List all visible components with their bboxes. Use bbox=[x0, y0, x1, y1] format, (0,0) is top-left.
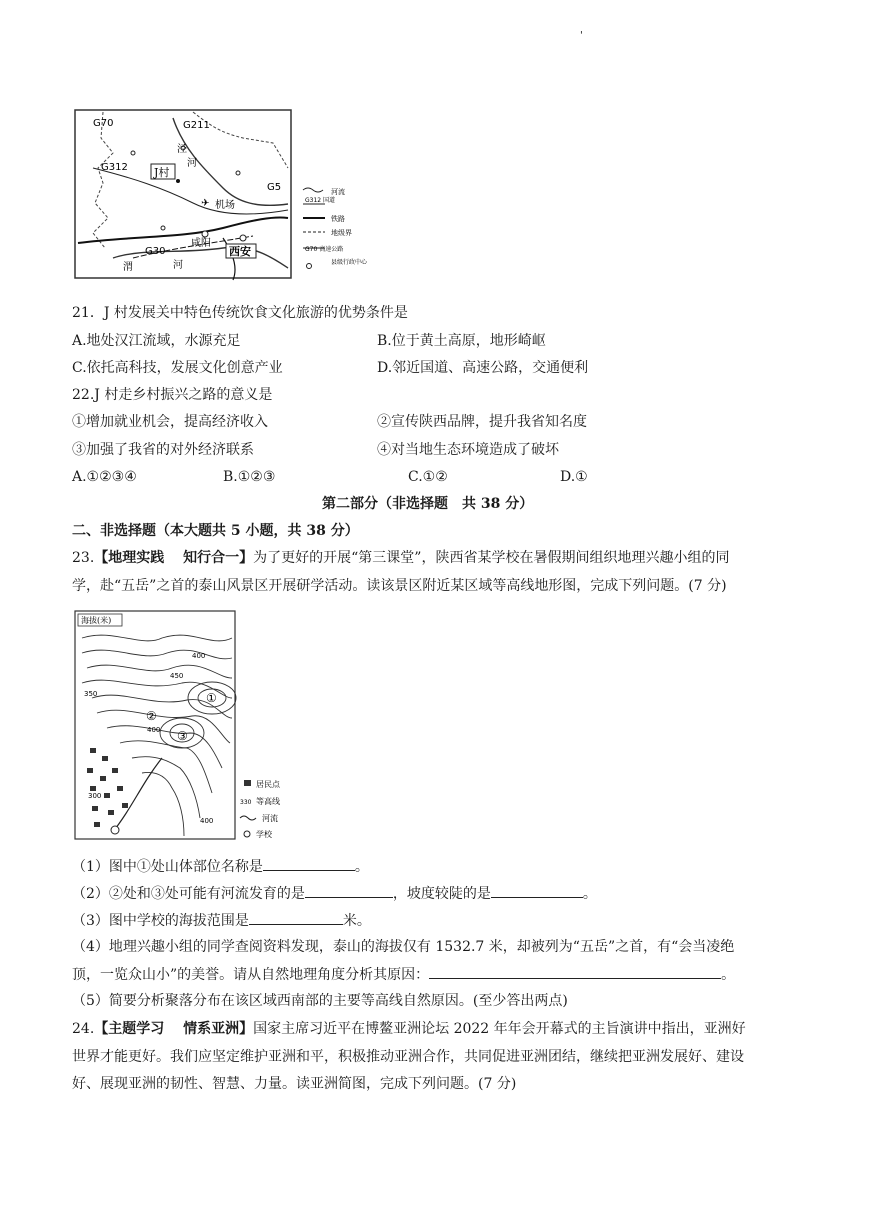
contour-label-350: 350 bbox=[84, 690, 98, 698]
q22-stem: 22.J 村走乡村振兴之路的意义是 bbox=[72, 387, 273, 403]
jichang-label: 机场 bbox=[215, 200, 235, 211]
q21-option-b: B.位于黄土高原，地形崎岖 bbox=[377, 333, 546, 349]
jing-label: 泾 bbox=[177, 144, 187, 155]
q22-statement-2: ②宣传陕西品牌，提升我省知名度 bbox=[377, 414, 587, 430]
regional-map bbox=[73, 108, 371, 282]
contour-map bbox=[72, 608, 292, 844]
answer-blank-4[interactable] bbox=[429, 964, 721, 979]
g70-label: G70 bbox=[93, 118, 114, 129]
g30-label: G30 bbox=[145, 246, 166, 257]
section2-heading: 二、非选择题（本大题共 5 小题，共 38 分） bbox=[72, 523, 359, 539]
answer-blank-2b[interactable] bbox=[491, 883, 583, 898]
q24-line3: 好、展现亚洲的韧性、智慧、力量。读亚洲简图，完成下列问题。(7 分) bbox=[72, 1076, 517, 1092]
contour-label-400-bottom: 400 bbox=[200, 817, 214, 825]
q21-option-a: A.地处汉江流域，水源充足 bbox=[72, 333, 241, 349]
contour-label-400-mid: 400 bbox=[147, 726, 161, 734]
he2-label: 河 bbox=[173, 260, 183, 271]
elevation-title: 海拔(米) bbox=[81, 616, 112, 625]
q23-part4-line1: （4）地理兴趣小组的同学查阅资料发现，泰山的海拔仅有 1532.7 米，却被列为“五岳”之首，有“会当凌绝 bbox=[72, 939, 735, 955]
q23-part1-text: （1）图中①处山体部位名称是 bbox=[72, 859, 263, 875]
q23-tag: 【地理实践 知行合一】 bbox=[94, 550, 254, 566]
q22-option-b: B.①②③ bbox=[223, 469, 276, 485]
q21-option-d: D.邻近国道、高速公路，交通便利 bbox=[377, 360, 589, 376]
q23-part3 bbox=[72, 910, 371, 931]
legend-contour: 等高线 bbox=[256, 797, 280, 806]
contour-label-400-top: 400 bbox=[192, 652, 206, 660]
q22-option-d: D.① bbox=[560, 469, 588, 485]
contour-label-300: 300 bbox=[88, 792, 102, 800]
q22-statement-4: ④对当地生态环境造成了破坏 bbox=[377, 442, 559, 458]
xianyang-label: 咸阳 bbox=[191, 238, 211, 249]
q22-option-c: C.①② bbox=[408, 469, 448, 485]
q23-intro: 为了更好的开展“第三课堂”，陕西省某学校在暑假期间组织地理兴趣小组的同 bbox=[253, 550, 730, 566]
q23-part1 bbox=[72, 856, 369, 877]
q21-option-c: C.依托高科技，发展文化创意产业 bbox=[72, 360, 283, 376]
marker-2: ② bbox=[146, 709, 157, 723]
legend-school: 学校 bbox=[256, 830, 272, 839]
legend-river: 河流 bbox=[262, 814, 278, 823]
q23-part3-end: 米。 bbox=[342, 913, 371, 929]
answer-blank-3[interactable] bbox=[249, 910, 343, 925]
xian-label: 西安 bbox=[229, 245, 251, 258]
jcun-label: J村 bbox=[154, 166, 170, 179]
q23-part4-line2 bbox=[72, 964, 735, 985]
airport-icon: ✈ bbox=[201, 198, 210, 209]
q24-intro: 国家主席习近平在博鳌亚洲论坛 2022 年年会开幕式的主旨演讲中指出，亚洲好 bbox=[253, 1021, 746, 1037]
marker-1: ① bbox=[206, 691, 217, 705]
marker-3: ③ bbox=[177, 729, 188, 743]
q22-statement-1: ①增加就业机会，提高经济收入 bbox=[72, 414, 268, 430]
q22-option-a: A.①②③④ bbox=[72, 469, 137, 485]
g312-label: G312 bbox=[101, 162, 128, 173]
legend-river: 河流 bbox=[331, 188, 345, 196]
q23-part4-text: 顶，一览众山小”的美誉。请从自然地理角度分析其原因： bbox=[72, 967, 430, 983]
legend-county: 县级行政中心 bbox=[331, 259, 368, 266]
q22-statement-3: ③加强了我省的对外经济联系 bbox=[72, 442, 254, 458]
legend-railway: 铁路 bbox=[331, 215, 345, 223]
contour-map-graphic bbox=[72, 608, 292, 844]
q23-part1-end: 。 bbox=[354, 859, 369, 875]
answer-blank-2a[interactable] bbox=[305, 883, 393, 898]
q24-tag: 【主题学习 情系亚洲】 bbox=[94, 1021, 254, 1037]
legend-national-road: G312 国道 bbox=[305, 197, 336, 204]
g5-label: G5 bbox=[267, 182, 282, 193]
he1-label: 河 bbox=[187, 158, 197, 169]
q23-number: 23. bbox=[72, 550, 95, 566]
answer-blank-1[interactable] bbox=[263, 856, 355, 871]
q23-part4-end: 。 bbox=[721, 967, 736, 983]
q23-line1 bbox=[72, 548, 729, 568]
legend-contour-value: 330 bbox=[240, 799, 252, 806]
q23-part5: （5）简要分析聚落分布在该区域西南部的主要等高线自然原因。(至少答出两点) bbox=[72, 993, 568, 1009]
contour-label-450: 450 bbox=[170, 672, 184, 680]
q23-part2-mid: ，坡度较陡的是 bbox=[392, 886, 491, 902]
legend-expressway: G70 高速公路 bbox=[305, 246, 344, 253]
top-mark: ' bbox=[580, 30, 583, 41]
legend-boundary: 地级界 bbox=[331, 229, 352, 237]
q23-part3-text: （3）图中学校的海拔范围是 bbox=[72, 913, 249, 929]
part2-title: 第二部分（非选择题 共 38 分） bbox=[322, 496, 534, 512]
q24-number: 24. bbox=[72, 1021, 95, 1037]
q23-part2-end: 。 bbox=[582, 886, 597, 902]
wei-label: 渭 bbox=[123, 262, 133, 273]
q24-line1 bbox=[72, 1019, 746, 1039]
q24-line2: 世界才能更好。我们应坚定维护亚洲和平，积极推动亚洲合作，共同促进亚洲团结，继续把亚洲发展好、建设 bbox=[72, 1049, 744, 1065]
q23-line2: 学，赴“五岳”之首的泰山风景区开展研学活动。读该景区附近某区域等高线地形图，完成下列问题。(7 分) bbox=[72, 578, 727, 594]
g211-label: G211 bbox=[183, 120, 210, 131]
q23-part2-text: （2）②处和③处可能有河流发育的是 bbox=[72, 886, 305, 902]
q21-stem: 21．J 村发展关中特色传统饮食文化旅游的优势条件是 bbox=[72, 305, 408, 321]
q23-part2 bbox=[72, 883, 597, 904]
legend-settlement: 居民点 bbox=[256, 780, 280, 789]
regional-map-graphic bbox=[73, 108, 371, 282]
